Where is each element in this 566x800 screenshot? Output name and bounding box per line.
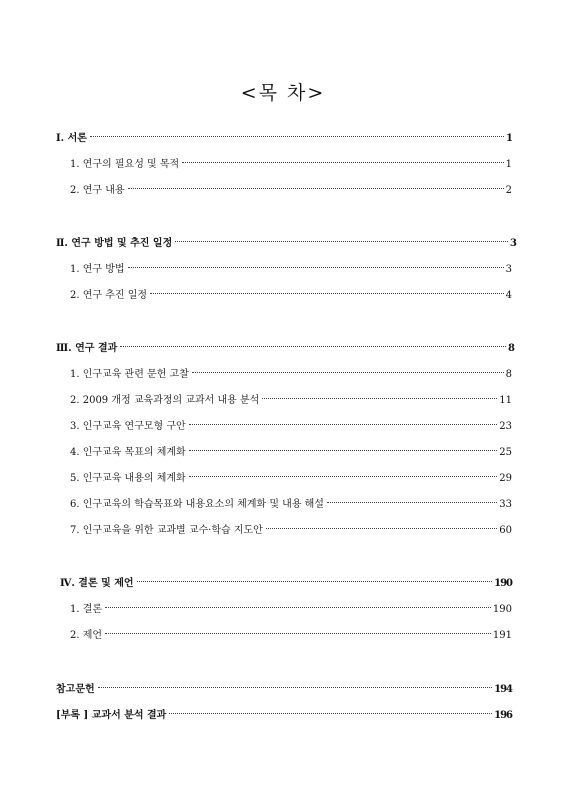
toc-page-number: 23 xyxy=(499,421,512,432)
toc-page-number: 25 xyxy=(499,447,512,458)
toc-item-label: 1. 연구의 필요성 및 목적 xyxy=(70,159,180,170)
toc-item[interactable] xyxy=(70,388,512,406)
toc-item-label: 6. 인구교육의 학습목표와 내용요소의 체계화 및 내용 해설 xyxy=(70,499,324,510)
toc-item[interactable] xyxy=(70,597,512,615)
toc-page-number: 11 xyxy=(499,395,512,406)
toc-page-number: 191 xyxy=(492,630,512,641)
toc-page-number: 190 xyxy=(492,604,512,615)
dot-leader xyxy=(175,227,508,242)
toc-section[interactable] xyxy=(56,126,512,144)
dot-leader xyxy=(266,514,497,529)
dot-leader xyxy=(150,279,504,294)
toc-section-label: Ⅰ. 서론 xyxy=(56,133,87,144)
toc-page-number: 3 xyxy=(510,238,516,249)
toc-item-label: 1. 연구 방법 xyxy=(70,264,125,275)
toc-section[interactable] xyxy=(56,336,514,354)
dot-leader xyxy=(189,436,498,451)
toc-item[interactable] xyxy=(70,257,512,275)
toc-item[interactable] xyxy=(70,623,512,641)
toc-page-number: 190 xyxy=(494,578,512,589)
toc-item-label: 1. 인구교육 관련 문헌 고찰 xyxy=(70,369,189,380)
dot-leader xyxy=(189,462,498,477)
toc-item[interactable] xyxy=(70,440,512,458)
toc-section-label: Ⅱ. 연구 방법 및 추진 일정 xyxy=(56,238,173,249)
toc-item-label: 5. 인구교육 내용의 체계화 xyxy=(70,473,186,484)
toc-item[interactable] xyxy=(70,492,512,510)
toc-item-label: 2. 연구 추진 일정 xyxy=(70,290,148,301)
toc-item-label: 1. 결론 xyxy=(70,604,103,615)
toc-section-label: Ⅲ. 연구 결과 xyxy=(56,343,118,354)
toc-item-label: 2. 연구 내용 xyxy=(70,185,125,196)
toc-item[interactable] xyxy=(70,152,512,170)
toc-item-label: 7. 인구교육을 위한 교과별 교수·학습 지도안 xyxy=(70,525,263,536)
toc-section-label: Ⅳ. 결론 및 제언 xyxy=(60,578,134,589)
dot-leader xyxy=(105,619,491,634)
toc-section[interactable] xyxy=(56,677,512,695)
toc-page-number: 8 xyxy=(505,369,512,380)
dot-leader xyxy=(327,488,497,503)
toc-item-label: 4. 인구교육 목표의 체계화 xyxy=(70,447,186,458)
dot-leader xyxy=(128,253,504,268)
toc-page-number: 60 xyxy=(499,525,512,536)
dot-leader xyxy=(189,410,498,425)
toc-item-label: 3. 인구교육 연구모형 구안 xyxy=(70,421,186,432)
toc-item-label: 2. 2009 개정 교육과정의 교과서 내용 분석 xyxy=(70,395,260,406)
dot-leader xyxy=(182,148,503,163)
toc-page-number: 196 xyxy=(494,710,512,721)
dot-leader xyxy=(137,567,493,582)
dot-leader xyxy=(105,593,491,608)
dot-leader xyxy=(262,384,497,399)
toc-page-number: 1 xyxy=(506,133,512,144)
toc-page-number: 1 xyxy=(505,159,512,170)
toc-page-number: 3 xyxy=(505,264,512,275)
toc-item-label: 2. 제언 xyxy=(70,630,103,641)
toc-page-number: 2 xyxy=(505,185,512,196)
toc-page-number: 29 xyxy=(499,473,512,484)
dot-leader xyxy=(128,174,504,189)
toc-item[interactable] xyxy=(70,518,512,536)
toc-page-number: 4 xyxy=(505,290,512,301)
toc-item[interactable] xyxy=(70,466,512,484)
toc-item[interactable] xyxy=(70,414,512,432)
toc-section-label: [부록 ] 교과서 분석 결과 xyxy=(56,710,167,721)
dot-leader xyxy=(90,122,504,137)
dot-leader xyxy=(98,673,492,688)
toc-section[interactable] xyxy=(56,703,512,721)
toc-item[interactable] xyxy=(70,283,512,301)
dot-leader xyxy=(120,332,506,347)
toc-section[interactable] xyxy=(60,571,512,589)
dot-leader xyxy=(169,699,492,714)
toc-page-number: 194 xyxy=(494,684,512,695)
toc-page-number: 8 xyxy=(508,343,514,354)
toc-item[interactable] xyxy=(70,362,512,380)
toc-section[interactable] xyxy=(56,231,516,249)
dot-leader xyxy=(192,358,504,373)
toc-section-label: 참고문헌 xyxy=(56,684,95,695)
page-title: <목 차> xyxy=(240,82,326,104)
toc-page-number: 33 xyxy=(499,499,512,510)
toc-item[interactable] xyxy=(70,178,512,196)
